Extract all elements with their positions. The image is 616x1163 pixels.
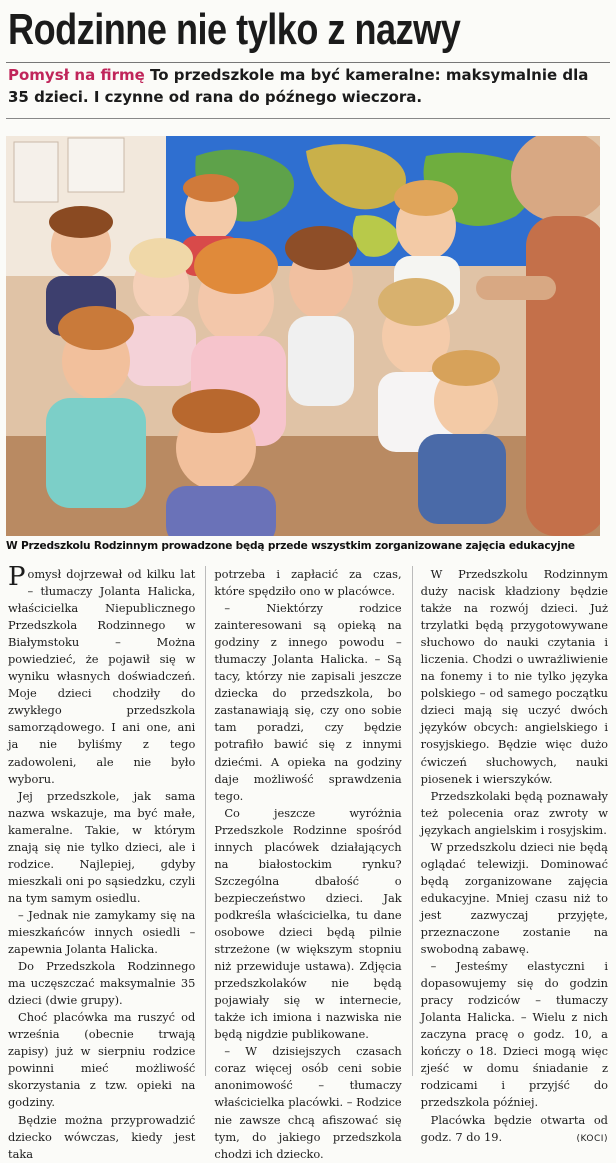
closing-sentence: Placówka będzie otwarta od godz. 7 do 19. — [420, 1112, 608, 1144]
paragraph: W przedszkolu dzieci nie będą oglądać telewizji. Dominować będą zorganizowane zajęcia edukacyjne. Mniej czasu niż to jest zazwyczaj przyjęte, przeznaczone zostanie na swobodną zabawę. — [420, 839, 608, 957]
article-column-1 — [8, 562, 196, 1161]
paragraph: – Niektórzy rodzice zainteresowani są opieką na godziny z innego powodu – tłumaczy Jolanta Halicka. – Są tacy, którzy nie zapisali jeszcze dziecka do przedszkola, bo zastanawiają się, czy ono sobie tam poradzi, czy będzie potrafiło bawić się z innymi dziećmi. A opieka na godziny daje możliwość sprawdzenia tego. — [214, 601, 402, 803]
article-column-2 — [205, 566, 402, 1161]
photo-caption: W Przedszkolu Rodzinnym prowadzone będą przede wszystkim zorganizowane zajęcia edukacyjne — [6, 540, 575, 552]
article-column-3 — [412, 566, 608, 1144]
paragraph: Przedszkolaki będą poznawały też polecenia oraz zwroty w językach angielskim i rosyjskim. — [420, 788, 608, 837]
paragraph: – Jesteśmy elastyczni i dopasowujemy się do godzin pracy rodziców – tłumaczy Jolanta Halicka. – Wielu z nich zaczyna pracę o godz. 10, a kończy o 18. Dzieci mogą więc zjeść w domu śniadanie z rodzicami i przyjść do przedszkola później. — [420, 959, 608, 1110]
byline: (KOCI) — [576, 1133, 608, 1144]
children-classroom-photo — [6, 136, 600, 536]
paragraph: potrzeba i zapłacić za czas, które spędziło ono w placówce. — [214, 567, 402, 599]
rule-mid-divider — [6, 118, 610, 119]
photo-illustration — [6, 136, 600, 536]
paragraph: Do Przedszkola Rodzinnego ma uczęszczać maksymalnie 35 dzieci (dwie grupy). — [8, 959, 196, 1008]
deck-text: To przedszkole ma być kameralne: maksymalnie dla 35 dzieci. I czynne od rana do późnego wieczora. — [8, 66, 589, 106]
paragraph: Będzie można przyprowadzić dziecko wówczas, kiedy jest taka — [8, 1112, 196, 1161]
paragraph: Pomysł dojrzewał od kilku lat – tłumaczy Jolanta Halicka, właścicielka Niepublicznego Przedszkola Rodzinnego w Białymstoku – Można powiedzieć, że pojawił się w wyniku własnych doświadczeń. Moje dzieci chodziły do zwykłego przedszkola samorządowego. I ani one, ani ja nie byliśmy z tego zadowoleni, ale nie było wyboru. — [8, 562, 196, 786]
deck — [8, 64, 608, 108]
headline: Rodzinne nie tylko z nazwy — [8, 5, 461, 54]
paragraph: W Przedszkolu Rodzinnym duży nacisk kładziony będzie także na rozwój dzieci. Już trzylatki będą przygotowywane słuchowo do nauki czytania i liczenia. Chodzi o uwrażliwienie na fonemy i to nie tylko języka polskiego – od samego początku dzieci mają się uczyć dwóch języków obcych: angielskiego i rosyjskiego. Będzie więc dużo ćwiczeń słuchowych, nauki piosenek i wierszyków. — [420, 567, 608, 786]
paragraph: Jej przedszkole, jak sama nazwa wskazuje, ma być małe, kameralne. Takie, w którym znają się nie tylko dzieci, ale i rodzice. Najlepiej, gdyby mieszkali oni po sąsiedzku, czyli na tym samym osiedlu. — [8, 788, 196, 905]
rule-top-divider — [6, 62, 610, 63]
paragraph: Choć placówka ma ruszyć od września (obecnie trwają zapisy) już w sierpniu rodzice powinni mieć możliwość skorzystania z tzw. opieki na godziny. — [8, 1010, 196, 1110]
article-body — [8, 562, 608, 1161]
deck-kicker: Pomysł na firmę — [8, 66, 145, 84]
paragraph: – W dzisiejszych czasach coraz więcej osób ceni sobie anonimowość – tłumaczy właścicielka placówki. – Rodzice nie zawsze chcą afiszować się tym, do jakiego przedszkola chodzi ich dziecko. — [214, 1044, 402, 1161]
paragraph: Co jeszcze wyróżnia Przedszkole Rodzinne spośród innych placówek działających na białostockim rynku? Szczególna dbałość o bezpieczeństwo dzieci. Jak podkreśla właścicielka, tu dane osobowe dzieci będą pilnie strzeżone (w większym stopniu niż przewiduje ustawa). Zdjęcia przedszkolaków nie będą pojawiały się w internecie, także ich imiona i nazwiska nie będą nigdzie publikowane. — [214, 805, 402, 1042]
paragraph-last — [421, 1112, 608, 1146]
paragraph: – Jednak nie zamykamy się na mieszkańców innych osiedli – zapewnia Jolanta Halicka. — [8, 907, 196, 957]
